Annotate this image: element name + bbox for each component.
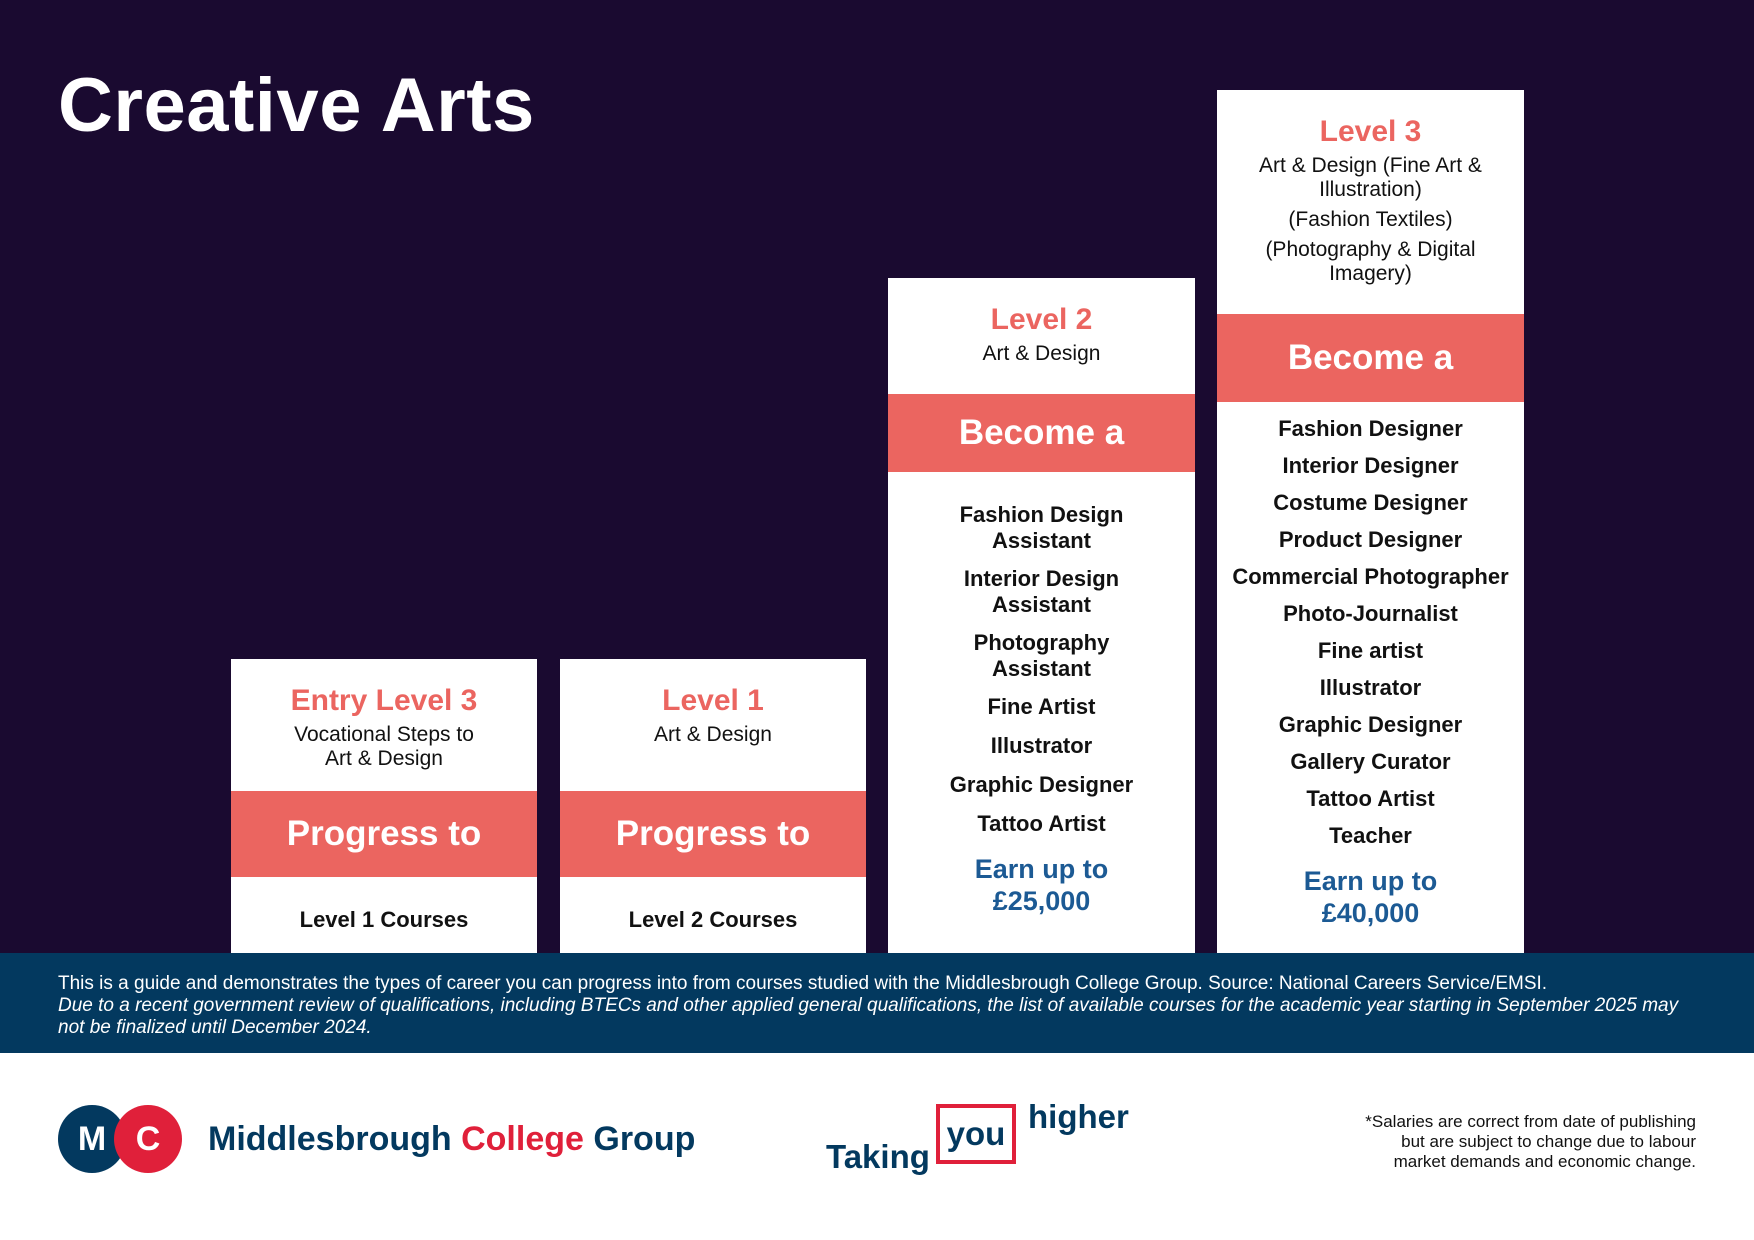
become-a-band: Become a (1217, 314, 1524, 402)
career-item (950, 630, 1133, 682)
disclaimer-line: but are subject to change due to labour (1401, 1132, 1696, 1151)
tagline (826, 1098, 1136, 1188)
career-item (950, 502, 1133, 554)
footer-note-italic: Due to a recent government review of qualifications, including BTECs and other applied general qualifications, the list of available courses for the academic year starting in September 2025 may not be finalized until December 2024. (58, 995, 1679, 1038)
card-course-line: Imagery) (1329, 262, 1412, 285)
career-item: Photo-Journalist (1283, 601, 1458, 626)
disclaimer-line: market demands and economic change. (1393, 1152, 1696, 1171)
card-level-2 (888, 278, 1195, 953)
career-item: Fine artist (1317, 638, 1424, 663)
career-item: Costume Designer (1273, 490, 1468, 515)
card-level-3 (1217, 90, 1524, 953)
career-item: Tattoo Artist (977, 811, 1106, 836)
footer-note-text: This is a guide and demonstrates the types of career you can progress into from courses studied with the Middlesbrough College Group. Source: National Careers Service/EMSI. (58, 973, 1548, 994)
card-entry-level-3 (231, 659, 537, 953)
logo-word-group: Group (593, 1120, 696, 1158)
card-header (888, 278, 1195, 394)
salary-block (1304, 865, 1438, 929)
card-course-line: Art & Design (654, 723, 772, 746)
college-logo (58, 1105, 696, 1175)
career-item (950, 566, 1133, 618)
card-body (1217, 402, 1524, 953)
careers-list (950, 502, 1133, 837)
careers-list (1232, 416, 1508, 849)
salary-block (975, 853, 1109, 917)
progress-item: Level 2 Courses (628, 907, 798, 932)
career-line: Interior Design Assistant (963, 566, 1120, 617)
earn-label: Earn up to (974, 854, 1109, 884)
card-level-title: Level 1 (662, 684, 764, 717)
salary-disclaimer (1276, 1112, 1696, 1172)
progress-to-band: Progress to (560, 791, 866, 877)
career-item: Graphic Designer (1278, 712, 1463, 737)
card-header (560, 659, 866, 791)
career-item: Gallery Curator (1290, 749, 1451, 774)
logo-m-circle: M (58, 1105, 126, 1173)
card-body (888, 472, 1195, 953)
career-item: Product Designer (1278, 527, 1463, 552)
earn-value: £25,000 (992, 886, 1091, 916)
progress-item: Level 1 Courses (299, 907, 469, 932)
card-body (231, 877, 537, 953)
card-level-title: Level 2 (990, 303, 1093, 336)
card-course-line: Illustration) (1319, 178, 1422, 201)
logo-c-circle: C (114, 1105, 182, 1173)
career-item: Fashion Designer (1278, 416, 1463, 441)
logo-word-middlesbrough: Middlesbrough (208, 1120, 452, 1158)
career-item: Commercial Photographer (1232, 564, 1509, 589)
earn-label: Earn up to (1303, 866, 1438, 896)
career-item: Teacher (1329, 823, 1412, 848)
card-course-line: Art & Design (982, 342, 1101, 365)
progress-to-band: Progress to (231, 791, 537, 877)
tagline-taking: Taking (826, 1138, 930, 1175)
card-level-title: Level 3 (1319, 115, 1422, 148)
page-title: Creative Arts (58, 63, 535, 148)
career-line: Photography Assistant (973, 630, 1110, 681)
card-body (560, 877, 866, 953)
career-item: Illustrator (990, 733, 1093, 758)
career-item: Tattoo Artist (1306, 786, 1435, 811)
card-level-1 (560, 659, 866, 953)
card-course-line: Art & Design (325, 747, 443, 770)
card-course-line: (Fashion Textiles) (1288, 208, 1453, 231)
card-course-line: Vocational Steps to (294, 723, 474, 746)
earn-value: £40,000 (1321, 898, 1420, 928)
card-course-line: Art & Design (Fine Art & (1259, 154, 1482, 177)
career-line: Fashion Design Assistant (959, 502, 1124, 553)
card-header (231, 659, 537, 791)
logo-wordmark (208, 1120, 695, 1159)
card-level-title: Entry Level 3 (290, 684, 478, 717)
career-item: Interior Designer (1282, 453, 1459, 478)
career-item: Illustrator (1319, 675, 1422, 700)
card-course-line: (Photography & Digital (1265, 238, 1476, 261)
become-a-band: Become a (888, 394, 1195, 472)
card-header (1217, 90, 1524, 314)
tagline-you-box: you (936, 1104, 1016, 1164)
disclaimer-line: *Salaries are correct from date of publishing (1365, 1112, 1696, 1131)
logo-word-college: College (461, 1120, 584, 1158)
tagline-higher: higher (1028, 1098, 1129, 1135)
career-item: Graphic Designer (949, 772, 1134, 797)
career-item: Fine Artist (987, 694, 1096, 719)
footer-note (0, 953, 1754, 1053)
